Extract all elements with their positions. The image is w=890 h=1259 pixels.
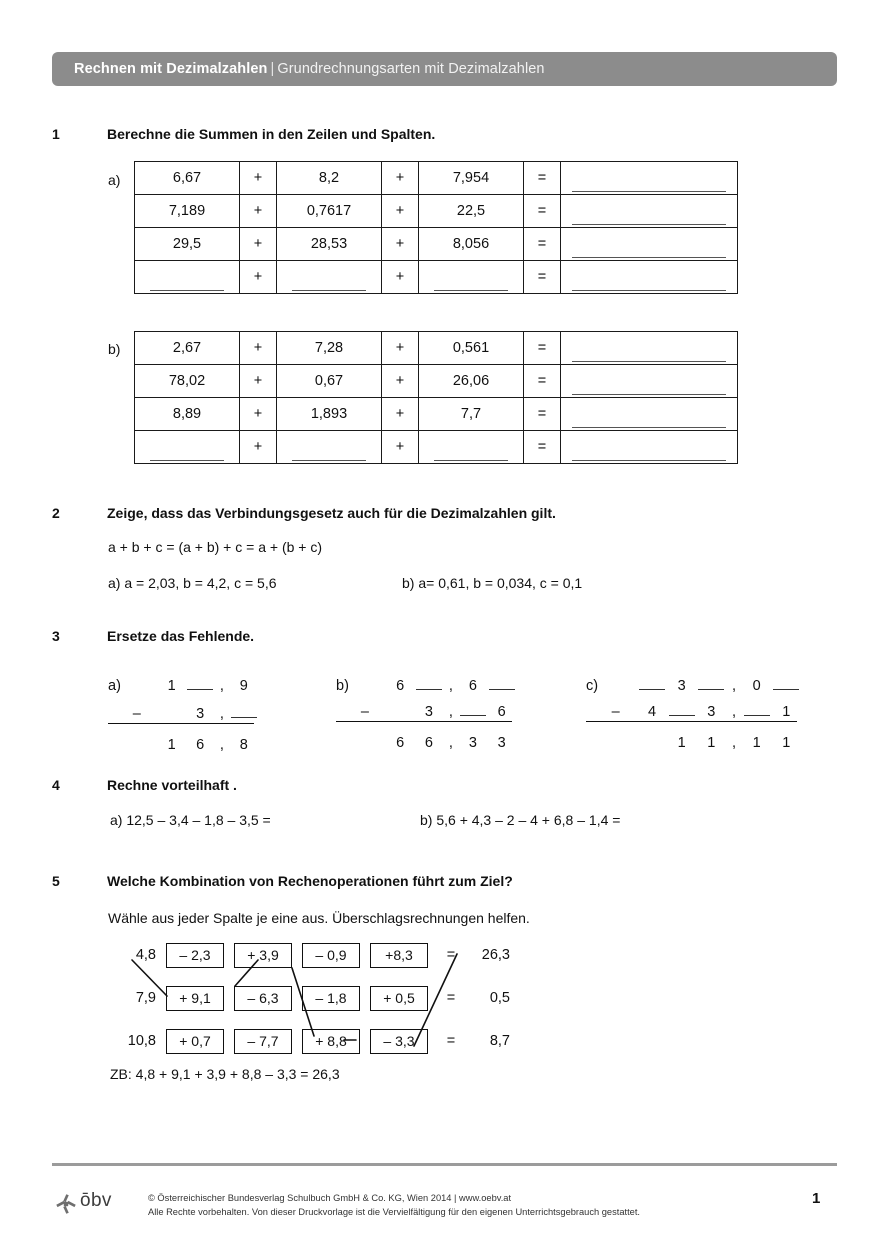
problem-a-rule xyxy=(108,723,254,724)
comma: , xyxy=(219,706,224,722)
operation-box[interactable]: + 0,7 xyxy=(166,1029,224,1054)
cell-equals: = xyxy=(524,431,561,464)
operation-row xyxy=(112,942,510,968)
exercise-2-number: 2 xyxy=(52,505,60,521)
digit: 6 xyxy=(396,735,405,751)
cell-operator: + xyxy=(240,228,277,261)
operation-box[interactable]: – 6,3 xyxy=(234,986,292,1011)
digit: 6 xyxy=(424,735,433,751)
cell-answer-blank[interactable] xyxy=(561,332,738,365)
table-row xyxy=(135,228,738,261)
problem-c-result-row xyxy=(586,725,801,751)
cell-operator: + xyxy=(240,398,277,431)
operation-box[interactable]: – 7,7 xyxy=(234,1029,292,1054)
cell-number[interactable]: 78,02 xyxy=(135,365,240,398)
exercise-1-number: 1 xyxy=(52,126,60,142)
cell-number[interactable]: 8,89 xyxy=(135,398,240,431)
digit: 4 xyxy=(648,704,657,720)
exercise-4-part-a: a) 12,5 – 3,4 – 1,8 – 3,5 = xyxy=(110,812,271,828)
cell-answer-blank[interactable] xyxy=(561,365,738,398)
operation-box[interactable]: + 3,9 xyxy=(234,943,292,968)
cell-operator: + xyxy=(240,261,277,294)
operation-box[interactable]: – 1,8 xyxy=(302,986,360,1011)
problem-a-minuend-row xyxy=(108,668,258,694)
cell-number[interactable]: 26,06 xyxy=(419,365,524,398)
exercise-2-part-b: b) a= 0,61, b = 0,034, c = 0,1 xyxy=(402,575,583,591)
table-row xyxy=(135,332,738,365)
cell-operator: + xyxy=(382,162,419,195)
digit: 3 xyxy=(424,704,433,720)
operation-row xyxy=(112,985,510,1011)
exercise-4-title: Rechne vorteilhaft . xyxy=(107,777,237,793)
row-total: 8,7 xyxy=(489,1033,510,1049)
cell-operator: + xyxy=(382,228,419,261)
page-header-bar xyxy=(52,52,837,86)
problem-b-result-row xyxy=(336,725,516,751)
operation-row xyxy=(112,1028,510,1054)
equals-sign: = xyxy=(446,947,456,963)
sum-table-a xyxy=(134,161,738,294)
cell-equals: = xyxy=(524,162,561,195)
cell-operator: + xyxy=(240,162,277,195)
digit: 1 xyxy=(782,704,791,720)
cell-operator: + xyxy=(382,365,419,398)
header-title-bold: Rechnen mit Dezimalzahlen xyxy=(74,61,268,77)
digit: 8 xyxy=(239,737,248,753)
cell-operator: + xyxy=(382,431,419,464)
cell-operator: + xyxy=(382,398,419,431)
problem-c-rule xyxy=(586,721,797,722)
cell-number[interactable]: 7,954 xyxy=(419,162,524,195)
cell-number[interactable]: 0,561 xyxy=(419,332,524,365)
problem-c-minuend-row xyxy=(586,668,801,694)
problem-c-subtrahend-row xyxy=(586,694,801,720)
operation-box[interactable]: – 3,3 xyxy=(370,1029,428,1054)
table-b-label: b) xyxy=(108,341,121,357)
digit-blank[interactable] xyxy=(696,677,726,694)
cell-number[interactable]: 1,893 xyxy=(277,398,382,431)
table-a-label: a) xyxy=(108,172,121,188)
row-start-value: 4,8 xyxy=(135,947,156,963)
copyright-line-2: Alle Rechte vorbehalten. Von dieser Druckvorlage ist die Vervielfältigung für den eigenen Unterrichtsgebrauch gestattet. xyxy=(148,1206,640,1217)
cell-number[interactable]: 0,67 xyxy=(277,365,382,398)
table-row xyxy=(135,398,738,431)
cell-equals: = xyxy=(524,398,561,431)
cell-equals: = xyxy=(524,228,561,261)
cell-answer-blank[interactable] xyxy=(561,162,738,195)
exercise-5-number: 5 xyxy=(52,873,60,889)
copyright-line-1: © Österreichischer Bundesverlag Schulbuch GmbH & Co. KG, Wien 2014 | www.oebv.at xyxy=(148,1193,512,1203)
digit-blank[interactable] xyxy=(186,677,214,694)
cell-operator: + xyxy=(240,195,277,228)
digit: 3 xyxy=(497,735,506,751)
digit-blank[interactable] xyxy=(459,703,488,720)
cell-answer-blank[interactable] xyxy=(135,261,240,294)
cell-number[interactable]: 7,28 xyxy=(277,332,382,365)
comma: , xyxy=(448,735,453,751)
cell-number[interactable]: 28,53 xyxy=(277,228,382,261)
exercise-1-title: Berechne die Summen in den Zeilen und Spalten. xyxy=(107,126,436,142)
digit-blank[interactable] xyxy=(487,677,516,694)
digit: 1 xyxy=(752,735,761,751)
minus-operator: – xyxy=(132,706,141,722)
header-subtitle: Grundrechnungsarten mit Dezimalzahlen xyxy=(277,61,545,77)
cell-number[interactable]: 7,7 xyxy=(419,398,524,431)
cell-answer-blank[interactable] xyxy=(135,431,240,464)
problem-a-result-row xyxy=(108,727,258,753)
cell-number[interactable]: 29,5 xyxy=(135,228,240,261)
problem-b-label: b) xyxy=(336,678,349,694)
exercise-3-number: 3 xyxy=(52,628,60,644)
digit: 6 xyxy=(468,678,477,694)
exercise-3-problem-a xyxy=(108,668,258,753)
table-row xyxy=(135,365,738,398)
problem-a-label: a) xyxy=(108,678,121,694)
cell-answer-blank[interactable] xyxy=(419,431,524,464)
table-row xyxy=(135,261,738,294)
cell-equals: = xyxy=(524,365,561,398)
digit: 1 xyxy=(677,735,686,751)
exercise-3-problem-c xyxy=(586,668,801,751)
digit-blank[interactable] xyxy=(415,677,444,694)
exercise-3-problem-b xyxy=(336,668,516,751)
obv-star-icon xyxy=(56,1194,76,1214)
cell-operator: + xyxy=(382,195,419,228)
cell-number[interactable]: 22,5 xyxy=(419,195,524,228)
exercise-5-instruction: Wähle aus jeder Spalte je eine aus. Überschlagsrechnungen helfen. xyxy=(108,910,530,926)
cell-operator: + xyxy=(240,332,277,365)
comma: , xyxy=(731,704,736,720)
table-row xyxy=(135,162,738,195)
exercise-2-title: Zeige, dass das Verbindungsgesetz auch für die Dezimalzahlen gilt. xyxy=(107,505,556,521)
minus-operator: – xyxy=(611,704,620,720)
digit: 3 xyxy=(707,704,716,720)
digit: 6 xyxy=(497,704,506,720)
cell-answer-blank[interactable] xyxy=(561,261,738,294)
exercise-5-title: Welche Kombination von Rechenoperationen führt zum Ziel? xyxy=(107,873,513,889)
digit-blank[interactable] xyxy=(230,705,258,722)
equals-sign: = xyxy=(446,990,456,1006)
digit: 3 xyxy=(196,706,205,722)
footer-divider xyxy=(52,1163,837,1166)
digit: 1 xyxy=(167,737,176,753)
table-row xyxy=(135,431,738,464)
operation-box[interactable]: – 2,3 xyxy=(166,943,224,968)
cell-operator: + xyxy=(382,332,419,365)
digit: 0 xyxy=(752,678,761,694)
comma: , xyxy=(731,678,736,694)
digit: 1 xyxy=(167,678,176,694)
digit-blank[interactable] xyxy=(637,677,667,694)
problem-b-subtrahend-row xyxy=(336,694,516,720)
digit: 6 xyxy=(196,737,205,753)
comma: , xyxy=(448,704,453,720)
comma: , xyxy=(448,678,453,694)
operation-box[interactable]: +8,3 xyxy=(370,943,428,968)
digit-blank[interactable] xyxy=(742,703,772,720)
problem-c-label: c) xyxy=(586,678,599,694)
exercise-4-number: 4 xyxy=(52,777,60,793)
cell-number[interactable]: 8,056 xyxy=(419,228,524,261)
cell-number[interactable]: 0,7617 xyxy=(277,195,382,228)
cell-answer-blank[interactable] xyxy=(419,261,524,294)
problem-a-subtrahend-row xyxy=(108,696,258,722)
row-total: 0,5 xyxy=(489,990,510,1006)
cell-equals: = xyxy=(524,195,561,228)
cell-operator: + xyxy=(240,365,277,398)
cell-number[interactable]: 7,189 xyxy=(135,195,240,228)
table-row xyxy=(135,195,738,228)
obv-logo xyxy=(56,1190,140,1220)
row-start-value: 10,8 xyxy=(127,1033,156,1049)
minus-operator: – xyxy=(360,704,369,720)
cell-operator: + xyxy=(240,431,277,464)
cell-answer-blank[interactable] xyxy=(277,261,382,294)
cell-answer-blank[interactable] xyxy=(561,228,738,261)
row-start-value: 7,9 xyxy=(135,990,156,1006)
operation-box[interactable]: – 0,9 xyxy=(302,943,360,968)
digit: 3 xyxy=(677,678,686,694)
comma: , xyxy=(731,735,736,751)
comma: , xyxy=(219,737,224,753)
exercise-4-part-b: b) 5,6 + 4,3 – 2 – 4 + 6,8 – 1,4 = xyxy=(420,812,621,828)
equals-sign: = xyxy=(446,1033,456,1049)
cell-number[interactable]: 2,67 xyxy=(135,332,240,365)
digit: 1 xyxy=(782,735,791,751)
digit: 3 xyxy=(468,735,477,751)
cell-equals: = xyxy=(524,332,561,365)
operation-box[interactable]: + 9,1 xyxy=(166,986,224,1011)
cell-operator: + xyxy=(382,261,419,294)
operation-box[interactable]: + 8,8 xyxy=(302,1029,360,1054)
header-title xyxy=(74,61,545,77)
exercise-5-solution: ZB: 4,8 + 9,1 + 3,9 + 8,8 – 3,3 = 26,3 xyxy=(110,1066,340,1082)
problem-b-rule xyxy=(336,721,512,722)
operation-grid xyxy=(112,938,532,1058)
problem-b-minuend-row xyxy=(336,668,516,694)
digit: 9 xyxy=(239,678,248,694)
digit-blank[interactable] xyxy=(771,677,801,694)
cell-number[interactable]: 8,2 xyxy=(277,162,382,195)
sum-table-b xyxy=(134,331,738,464)
cell-equals: = xyxy=(524,261,561,294)
digit: 6 xyxy=(396,678,405,694)
cell-answer-blank[interactable] xyxy=(561,195,738,228)
cell-answer-blank[interactable] xyxy=(277,431,382,464)
footer-copyright xyxy=(148,1192,640,1219)
header-separator: | xyxy=(270,61,275,77)
digit-blank[interactable] xyxy=(667,703,697,720)
exercise-2-part-a: a) a = 2,03, b = 4,2, c = 5,6 xyxy=(108,575,277,591)
exercise-3-title: Ersetze das Fehlende. xyxy=(107,628,255,644)
cell-answer-blank[interactable] xyxy=(561,398,738,431)
digit: 1 xyxy=(707,735,716,751)
exercise-2-formula: a + b + c = (a + b) + c = a + (b + c) xyxy=(108,539,323,555)
page-number: 1 xyxy=(812,1190,821,1207)
comma: , xyxy=(219,678,224,694)
operation-box[interactable]: + 0,5 xyxy=(370,986,428,1011)
cell-number[interactable]: 6,67 xyxy=(135,162,240,195)
row-total: 26,3 xyxy=(481,947,510,963)
obv-wordmark: ōbv xyxy=(80,1190,112,1211)
cell-answer-blank[interactable] xyxy=(561,431,738,464)
